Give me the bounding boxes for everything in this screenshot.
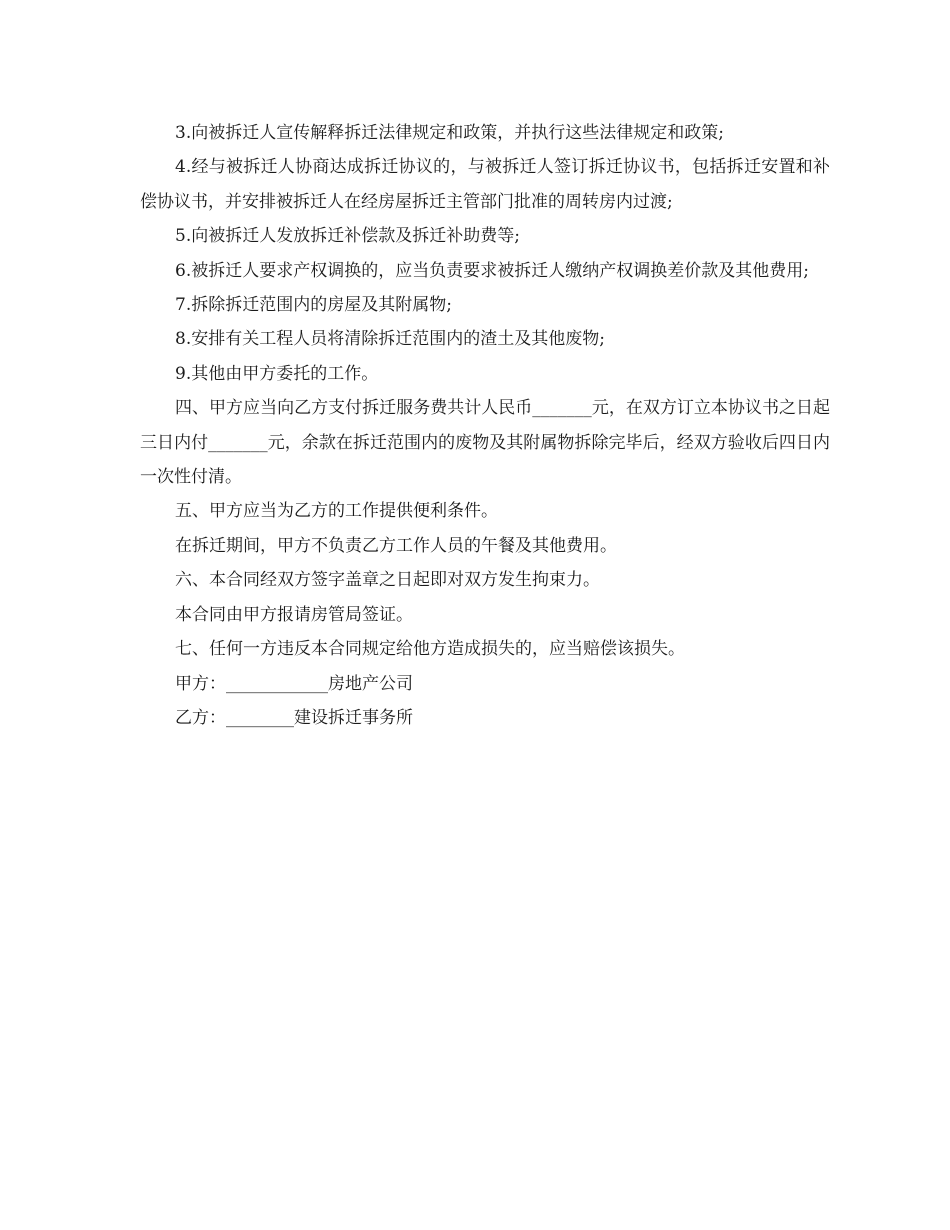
party-b-signature-line: 乙方：________建设拆迁事务所 bbox=[175, 707, 413, 728]
article-five-conditions: 五、甲方应当为乙方的工作提供便利条件。 bbox=[175, 501, 498, 522]
party-a-signature-line: 甲方：____________房地产公司 bbox=[175, 673, 413, 694]
clause-item-6: 6.被拆迁人要求产权调换的，应当负责要求被拆迁人缴纳产权调换差价款及其他费用; bbox=[175, 260, 809, 281]
clause-item-4: 4.经与被拆迁人协商达成拆迁协议的，与被拆迁人签订拆迁协议书，包括拆迁安置和补偿协议书，并安排被拆迁人在经房屋拆迁主管部门批准的周转房内过渡; bbox=[140, 157, 830, 212]
clause-item-8: 8.安排有关工程人员将清除拆迁范围内的渣土及其他废物; bbox=[175, 329, 605, 350]
clause-item-3: 3.向被拆迁人宣传解释拆迁法律规定和政策，并执行这些法律规定和政策; bbox=[175, 123, 724, 143]
clause-item-9: 9.其他由甲方委托的工作。 bbox=[175, 363, 379, 384]
meal-expense-note: 在拆迁期间，甲方不负责乙方工作人员的午餐及其他费用。 bbox=[175, 535, 617, 556]
clause-item-5: 5.向被拆迁人发放拆迁补偿款及拆迁补助费等; bbox=[175, 226, 520, 247]
document-body bbox=[140, 116, 830, 735]
registration-note: 本合同由甲方报请房管局签证。 bbox=[175, 604, 413, 625]
article-six-effect: 六、本合同经双方签字盖章之日起即对双方发生拘束力。 bbox=[175, 570, 600, 591]
article-seven-liability: 七、任何一方违反本合同规定给他方造成损失的，应当赔偿该损失。 bbox=[175, 639, 685, 660]
article-four-payment: 四、甲方应当向乙方支付拆迁服务费共计人民币_______元，在双方订立本协议书之日起三日内付_______元，余款在拆迁范围内的废物及其附属物拆除完毕后，经双方验收后四日内一次性付清。 bbox=[140, 398, 830, 488]
clause-item-7: 7.拆除拆迁范围内的房屋及其附属物; bbox=[175, 295, 452, 316]
